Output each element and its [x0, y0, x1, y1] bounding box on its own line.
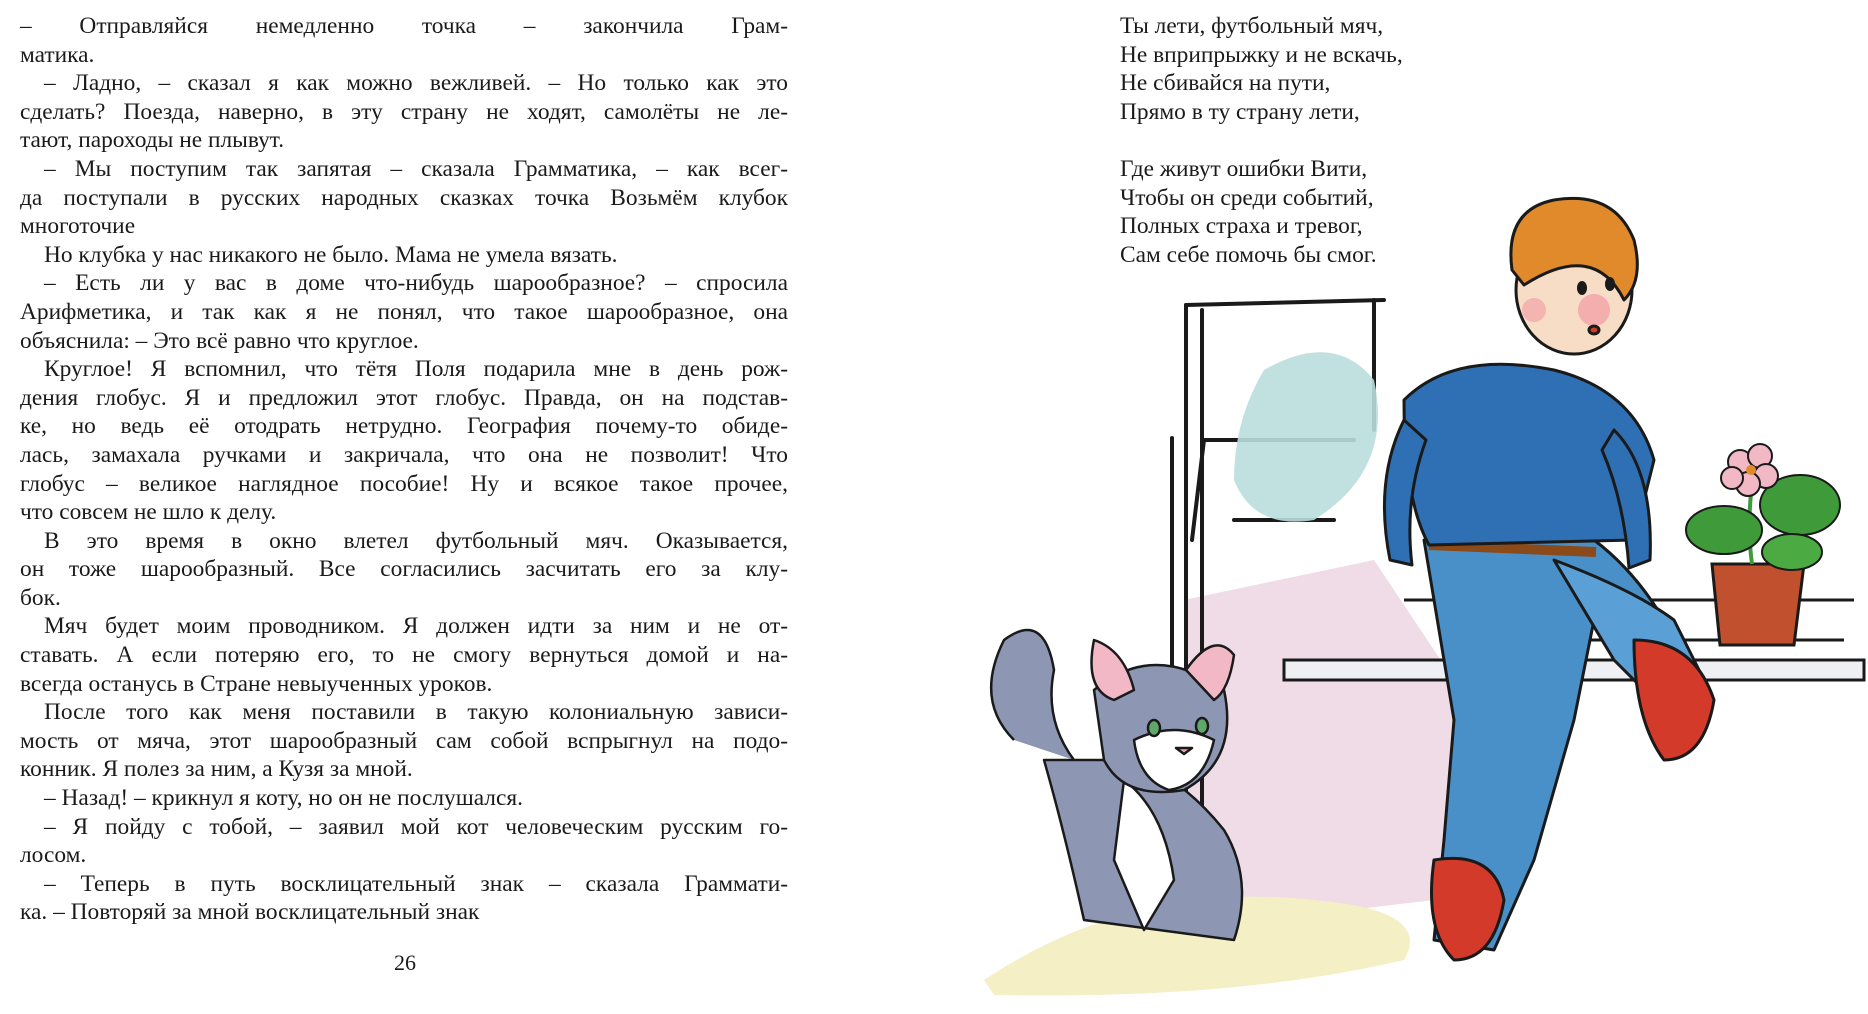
poem — [1120, 12, 1403, 298]
text-line: – Я пойду с тобой, – заявил мой кот человеческим русским го- — [44, 813, 788, 840]
poem-line: Сам себе помочь бы смог. — [1120, 241, 1377, 268]
text-line: он тоже шарообразный. Все согласились засчитать его за клу- — [20, 556, 788, 583]
text-line: – Есть ли у вас в доме что-нибудь шарообразное? – спросила — [44, 270, 788, 297]
poem-line: Чтобы он среди событий, — [1120, 184, 1374, 211]
window-glass — [1234, 352, 1378, 521]
text-line: глобус – великое наглядное пособие! Ну и всякое такое прочее, — [20, 470, 788, 497]
poem-line: Не вприпрыжку и не вскачь, — [1120, 41, 1403, 68]
cat-tail — [991, 630, 1074, 760]
text-line: лосом. — [20, 842, 87, 869]
text-line: тают, пароходы не плывут. — [20, 127, 285, 154]
text-line: матика. — [20, 41, 95, 68]
text-line: – Назад! – крикнул я коту, но он не послушался. — [44, 785, 523, 812]
text-line: да поступали в русских народных сказках точка Возьмём клубок — [20, 184, 788, 211]
text-line: конник. Я полез за ним, а Кузя за мной. — [20, 756, 413, 783]
poem-line: Прямо в ту страну лети, — [1120, 98, 1360, 125]
poem-line: Не сбивайся на пути, — [1120, 70, 1331, 97]
text-line: Но клубка у нас никакого не было. Мама не умела вязать. — [44, 241, 618, 268]
shoe-raised — [1634, 640, 1714, 760]
text-line: бок. — [20, 584, 61, 611]
right-page — [934, 0, 1868, 1014]
text-line: дения глобус. Я и предложил этот глобус. Правда, он на подстав- — [20, 384, 788, 411]
flower-pot-plant — [1686, 444, 1840, 645]
text-line: ка. – Повторяй за мной восклицательный знак — [20, 899, 480, 926]
text-line: мость от мяча, этот шарообразный сам собой вспрыгнул на подо- — [20, 727, 788, 754]
text-line: лась, замахала ручками и закричала, что она не позволит! Что — [20, 441, 788, 468]
text-line: – Мы поступим так запятая – сказала Грамматика, – как всег- — [44, 155, 788, 182]
text-line: Арифметика, и так как я не понял, что такое шарообразное, она — [20, 298, 788, 325]
poem-line: Полных страха и тревог, — [1120, 213, 1363, 240]
text-line: объяснила: – Это всё равно что круглое. — [20, 327, 419, 354]
belt — [1429, 545, 1596, 552]
text-line: Мяч будет моим проводником. Я должен идти за ним и не от- — [44, 613, 788, 640]
text-line: что совсем не шло к делу. — [20, 499, 277, 526]
text-line: Круглое! Я вспомнил, что тётя Поля подарила мне в день рож- — [44, 356, 788, 383]
text-line: многоточие — [20, 213, 136, 240]
text-line: – Теперь в путь восклицательный знак – сказала Граммати- — [44, 870, 788, 897]
poem-stanza-1 — [1120, 12, 1403, 126]
text-line: ке, но ведь её отодрать нетрудно. География почему-то обиде- — [20, 413, 788, 440]
text-line: В это время в окно влетел футбольный мяч. Оказывается, — [44, 527, 788, 554]
poem-stanza-2 — [1120, 155, 1403, 269]
page-number: 26 — [394, 950, 416, 975]
text-line: – Ладно, – сказал я как можно вежливей. – Но только как это — [44, 70, 788, 97]
poem-line: Ты лети, футбольный мяч, — [1120, 13, 1384, 39]
text-line: После того как меня поставили в такую колониальную зависи- — [44, 699, 788, 726]
poem-line: Где живут ошибки Вити, — [1120, 155, 1368, 182]
text-line: – Отправляйся немедленно точка – закончила Грам- — [20, 13, 788, 39]
story-text — [20, 12, 788, 927]
text-line: ставать. А если потеряю его, то не смогу вернуться домой и на- — [20, 642, 788, 669]
text-line: всегда останусь в Стране невыученных уроков. — [20, 670, 493, 697]
text-line: сделать? Поезда, наверно, в эту страну не ходят, самолёты не ле- — [20, 98, 788, 125]
